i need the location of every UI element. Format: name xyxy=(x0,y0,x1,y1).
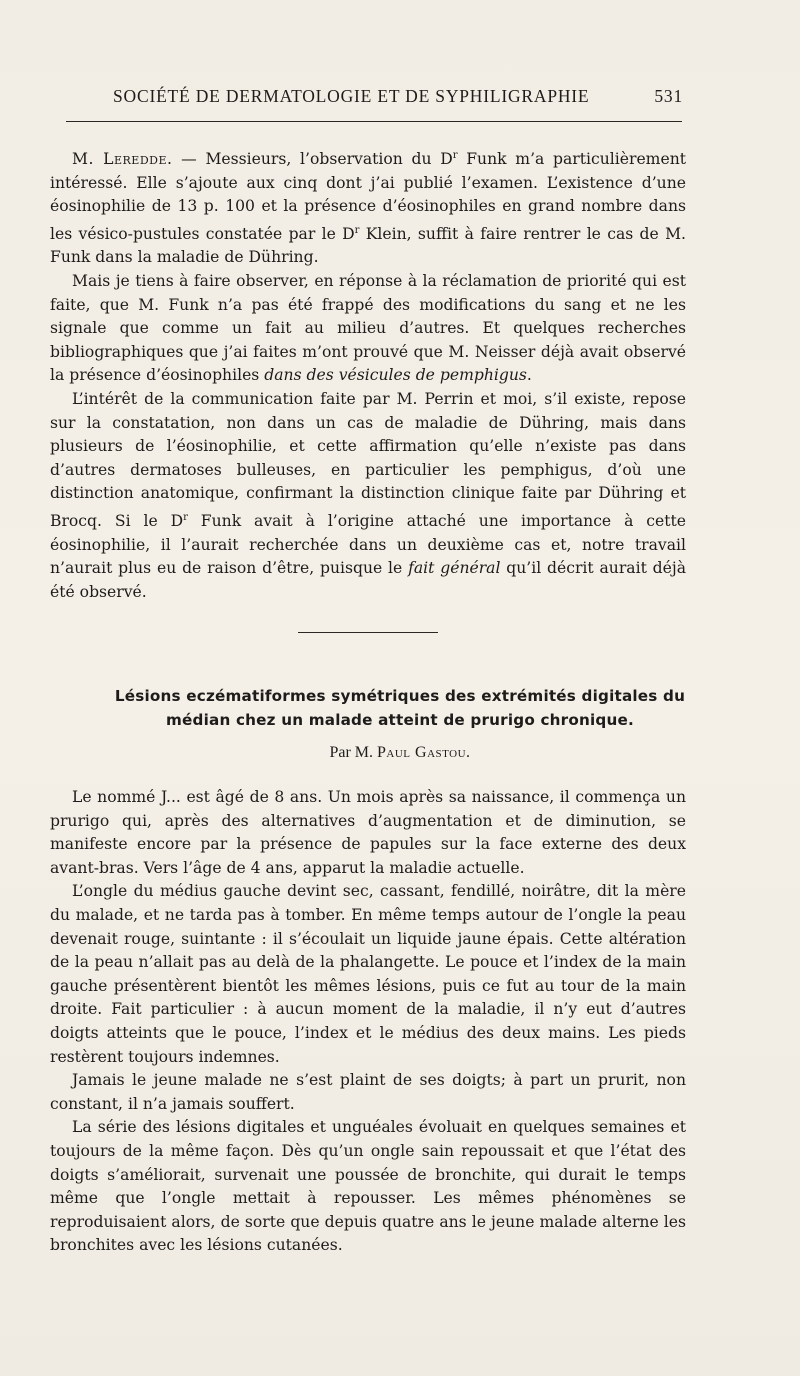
italic-text: dans des vésicules de pemphigus xyxy=(264,366,527,385)
title-line: médian chez un malade atteint de prurigo chronique. xyxy=(166,711,634,729)
superscript: r xyxy=(183,511,188,523)
speaker-name: M. Leredde. xyxy=(72,150,173,168)
superscript: r xyxy=(452,150,458,161)
header-rule xyxy=(66,121,682,122)
discussion-section xyxy=(50,144,686,604)
paragraph-priority xyxy=(50,270,686,388)
text-run: Funk avait à l’origine attaché une importance à cette éosinophilie, il l’aurait recherchée dans un deuxième cas et, notre travail n’aurait plus eu de raison d’être, puisque le xyxy=(50,511,686,578)
journal-title: SOCIÉTÉ DE DERMATOLOGIE ET DE SYPHILIGRAPHIE xyxy=(113,86,590,106)
byline-prefix: Par M. xyxy=(329,744,378,761)
paragraph: La série des lésions digitales et unguéales évoluait en quelques semaines et toujours de la même façon. Dès qu’un ongle sain repoussait et que l’état des doigts s’améliorait, survenait une poussée de bronchite, qui durait le temps même que l’ongle mettait à repousser. Les mêmes phénomènes se reproduisaient alors, de sorte que depuis quatre ans le jeune malade alterne les bronchites avec les lésions cutanées. xyxy=(50,1118,686,1255)
text-run: L’intérêt de la communication faite par M. Perrin et moi, s’il existe, repose sur la constatation, non dans un cas de maladie de Dühring, mais dans plusieurs de l’éosinophilie, et cette affirmation qu’elle n’existe pas dans d’autres dermatoses bulleuses, en particulier les pemphigus, d’où une distinction anatomique, confirmant la distinction clinique faite par Dühring et Brocq. Si le D xyxy=(50,389,686,530)
author-name: Paul Gastou. xyxy=(377,744,471,761)
italic-text: fait général xyxy=(408,559,501,578)
article-title xyxy=(40,684,760,732)
paragraph-interest xyxy=(50,388,686,604)
text-run: Mais je tiens à faire observer, en réponse à la réclamation de priorité qui est faite, que M. Funk n’a pas été frappé des modifications du sang et ne les signale que comme un fait au milieu d’autres. Et quelques recherches bibliographiques que j’ai faites m’ont prouvé que M. Neisser déjà avait observé la présence d’éosinophiles xyxy=(50,271,686,385)
author-byline xyxy=(0,744,800,762)
paragraph-leredde xyxy=(50,144,686,270)
text-run: Klein, suffit à faire rentrer le cas de M. Funk dans la maladie de Dühring. xyxy=(50,224,686,267)
paragraph: Le nommé J... est âgé de 8 ans. Un mois après sa naissance, il commença un prurigo qui, après des alternatives d’augmentation et de diminution, se manifeste encore par la présence de papules sur la face externe des deux avant-bras. Vers l’âge de 4 ans, apparut la maladie actuelle. xyxy=(50,788,686,877)
paragraph: L’ongle du médius gauche devint sec, cassant, fendillé, noirâtre, dit la mère du malade, et ne tarda pas à tomber. En même temps autour de l’ongle la peau devenait rouge, suintante : il s’écoulait un liquide jaune épais. Cette altération de la peau n’allait pas au delà de la phalangette. Le pouce et l’index de la main gauche présentèrent bientôt les mêmes lésions, puis ce fut au tour de la main droite. Fait particulier : à aucun moment de la maladie, il n’y eut d’autres doigts atteints que le pouce, l’index et le médius des deux mains. Les pieds restèrent toujours indemnes. xyxy=(50,882,686,1066)
page-number: 531 xyxy=(654,86,683,106)
text-run: qu’il décrit aurait déjà été observé. xyxy=(50,559,687,601)
title-line: Lésions eczématiformes symétriques des extrémités digitales du xyxy=(114,687,686,705)
case-report-section xyxy=(50,786,686,1258)
text-run: . xyxy=(526,366,532,385)
running-head xyxy=(113,86,683,107)
text-run: Funk m’a particulièrement intéressé. Elle s’ajoute aux cinq dont j’ai publié l’examen. L’existence d’une éosinophilie de 13 p. 100 et la présence d’éosinophiles en grand nombre dans les vésico-pustules constatée par le D xyxy=(50,150,686,243)
text-run: — Messieurs, l’observation du D xyxy=(172,150,453,168)
paragraph: Jamais le jeune malade ne s’est plaint de ses doigts; à part un prurit, non constant, il n’a jamais souffert. xyxy=(50,1071,686,1113)
section-separator xyxy=(298,632,438,633)
superscript: r xyxy=(354,224,360,236)
